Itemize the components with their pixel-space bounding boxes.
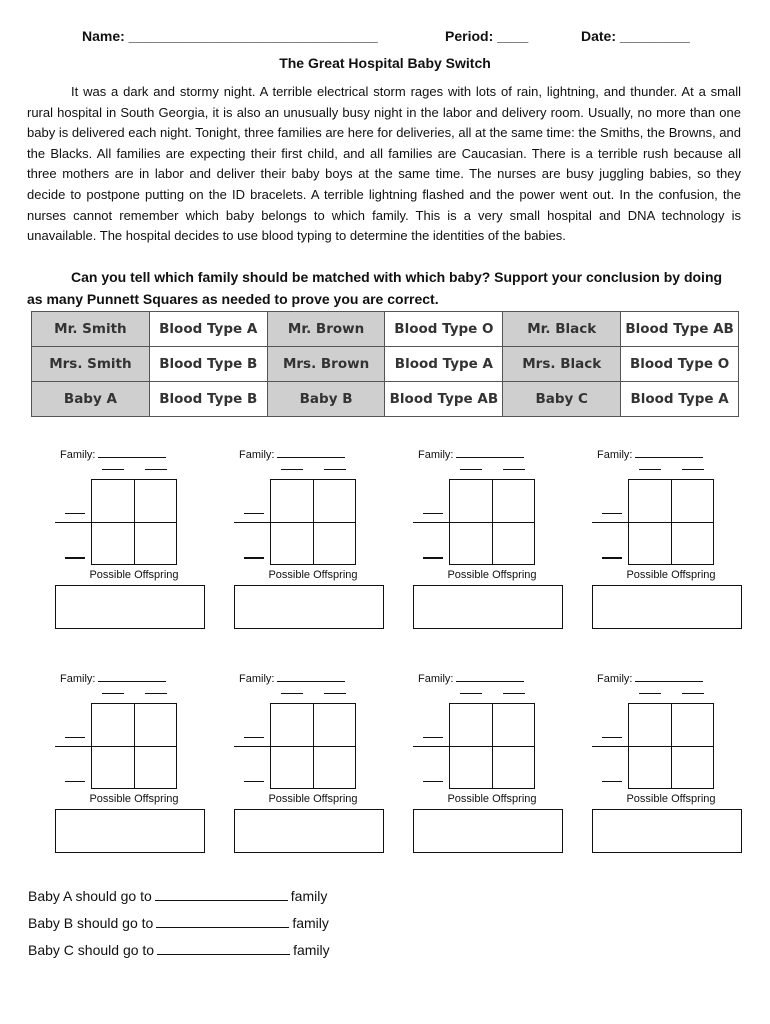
- story-paragraph: It was a dark and stormy night. A terrible electrical storm rages with lots of rain, lightning, and thunder. At a small rural hospital in South Georgia, it is also an unusually busy night in the labor and delivery room. Usually, no more than one baby is delivered each night. Tonight, three families are here for deliveries, all at the same time: the Smiths, the Browns, and the Blacks. All families are expecting their first child, and all families are Caucasian. There is a terrible rush because all three mothers are in labor and deliver their baby boys at the same time. The nurses are busy juggling babies, so they decide to postpone putting on the ID bracelets. A terrible lightning flashed and the power went out. In the confusion, the nurses cannot remember which baby belongs to which family. This is a very small hospital and DNA technology is unavailable. The hospital decides to use blood typing to determine the identities of the babies.: [27, 84, 741, 244]
- allele-blank[interactable]: [503, 693, 525, 694]
- family-label: Family:: [418, 673, 454, 685]
- divider: [234, 522, 270, 523]
- family-label: Family:: [597, 449, 633, 461]
- person-cell: Mrs. Black: [503, 347, 621, 382]
- punnett-block: [413, 447, 563, 647]
- family-label: Family:: [597, 673, 633, 685]
- punnett-square[interactable]: [628, 479, 714, 565]
- possible-offspring-label: Possible Offspring: [268, 793, 358, 805]
- allele-blank[interactable]: [423, 557, 443, 559]
- answer-line[interactable]: [28, 888, 330, 915]
- allele-blank[interactable]: [281, 693, 303, 694]
- punnett-square[interactable]: [449, 703, 535, 789]
- allele-blank[interactable]: [423, 737, 443, 738]
- family-field[interactable]: [239, 447, 345, 461]
- allele-blank[interactable]: [639, 469, 661, 470]
- offspring-answer-box[interactable]: [413, 585, 563, 629]
- table-row: [32, 347, 739, 382]
- allele-blank[interactable]: [145, 469, 167, 470]
- answer-prefix: Baby A should go to: [28, 888, 152, 904]
- allele-blank[interactable]: [65, 737, 85, 738]
- answer-suffix: family: [290, 888, 328, 904]
- possible-offspring-label: Possible Offspring: [626, 793, 716, 805]
- allele-blank[interactable]: [324, 693, 346, 694]
- allele-blank[interactable]: [244, 781, 264, 782]
- family-field[interactable]: [60, 447, 166, 461]
- family-field[interactable]: [418, 447, 524, 461]
- worksheet-title: The Great Hospital Baby Switch: [279, 55, 491, 71]
- family-label: Family:: [418, 449, 454, 461]
- possible-offspring-label: Possible Offspring: [447, 793, 537, 805]
- divider: [413, 522, 449, 523]
- person-cell: Mr. Smith: [32, 312, 150, 347]
- allele-blank[interactable]: [145, 693, 167, 694]
- allele-blank[interactable]: [102, 693, 124, 694]
- answer-blank[interactable]: [156, 915, 289, 928]
- divider: [55, 746, 91, 747]
- offspring-answer-box[interactable]: [592, 585, 742, 629]
- possible-offspring-label: Possible Offspring: [89, 793, 179, 805]
- blood-type-cell: Blood Type AB: [621, 312, 739, 347]
- allele-blank[interactable]: [65, 513, 85, 514]
- offspring-answer-box[interactable]: [413, 809, 563, 853]
- table-row: [32, 312, 739, 347]
- punnett-square[interactable]: [91, 703, 177, 789]
- family-field[interactable]: [597, 447, 703, 461]
- family-label: Family:: [239, 449, 275, 461]
- punnett-square[interactable]: [270, 479, 356, 565]
- offspring-answer-box[interactable]: [55, 809, 205, 853]
- person-cell: Mrs. Smith: [32, 347, 150, 382]
- divider: [234, 746, 270, 747]
- possible-offspring-label: Possible Offspring: [89, 569, 179, 581]
- punnett-block: [55, 447, 205, 647]
- allele-blank[interactable]: [460, 469, 482, 470]
- answer-blank[interactable]: [157, 942, 290, 955]
- family-label: Family:: [60, 449, 96, 461]
- punnett-block: [55, 671, 205, 871]
- answer-prefix: Baby B should go to: [28, 915, 154, 931]
- allele-blank[interactable]: [602, 557, 622, 559]
- family-field[interactable]: [239, 671, 345, 685]
- answer-line[interactable]: [28, 915, 330, 942]
- blood-type-cell: Blood Type A: [385, 347, 503, 382]
- blood-type-cell: Blood Type A: [621, 382, 739, 417]
- period-field[interactable]: Period: ____: [445, 28, 529, 44]
- offspring-answer-box[interactable]: [234, 809, 384, 853]
- allele-blank[interactable]: [244, 737, 264, 738]
- worksheet-header: [0, 28, 770, 48]
- allele-blank[interactable]: [65, 557, 85, 559]
- blood-type-cell: Blood Type B: [149, 382, 267, 417]
- divider: [592, 522, 628, 523]
- family-label: Family:: [60, 673, 96, 685]
- answer-line[interactable]: [28, 942, 330, 969]
- blood-type-cell: Blood Type O: [621, 347, 739, 382]
- allele-blank[interactable]: [602, 513, 622, 514]
- offspring-answer-box[interactable]: [592, 809, 742, 853]
- allele-blank[interactable]: [244, 557, 264, 559]
- allele-blank[interactable]: [65, 781, 85, 782]
- family-field[interactable]: [418, 671, 524, 685]
- punnett-square[interactable]: [91, 479, 177, 565]
- punnett-block: [413, 671, 563, 871]
- person-cell: Baby B: [267, 382, 385, 417]
- divider: [55, 522, 91, 523]
- blood-type-cell: Blood Type O: [385, 312, 503, 347]
- person-cell: Mrs. Brown: [267, 347, 385, 382]
- punnett-block: [592, 671, 742, 871]
- offspring-answer-box[interactable]: [234, 585, 384, 629]
- punnett-square[interactable]: [270, 703, 356, 789]
- allele-blank[interactable]: [682, 693, 704, 694]
- allele-blank[interactable]: [503, 469, 525, 470]
- allele-blank[interactable]: [281, 469, 303, 470]
- person-cell: Baby A: [32, 382, 150, 417]
- divider: [413, 746, 449, 747]
- blood-type-table: [31, 311, 739, 417]
- punnett-block: [234, 671, 384, 871]
- blood-type-cell: Blood Type B: [149, 347, 267, 382]
- possible-offspring-label: Possible Offspring: [447, 569, 537, 581]
- family-field[interactable]: [60, 671, 166, 685]
- allele-blank[interactable]: [682, 469, 704, 470]
- possible-offspring-label: Possible Offspring: [268, 569, 358, 581]
- divider: [592, 746, 628, 747]
- answer-blank[interactable]: [155, 888, 288, 901]
- blood-type-cell: Blood Type AB: [385, 382, 503, 417]
- offspring-answer-box[interactable]: [55, 585, 205, 629]
- allele-blank[interactable]: [102, 469, 124, 470]
- allele-blank[interactable]: [460, 693, 482, 694]
- person-cell: Mr. Black: [503, 312, 621, 347]
- family-field[interactable]: [597, 671, 703, 685]
- allele-blank[interactable]: [423, 513, 443, 514]
- answer-prefix: Baby C should go to: [28, 942, 155, 958]
- allele-blank[interactable]: [602, 781, 622, 782]
- allele-blank[interactable]: [324, 469, 346, 470]
- table-row: [32, 382, 739, 417]
- person-cell: Baby C: [503, 382, 621, 417]
- punnett-square[interactable]: [628, 703, 714, 789]
- date-field[interactable]: Date: _________: [581, 28, 690, 44]
- punnett-square[interactable]: [449, 479, 535, 565]
- allele-blank[interactable]: [639, 693, 661, 694]
- allele-blank[interactable]: [244, 513, 264, 514]
- question-prompt: Can you tell which family should be matched with which baby? Support your conclusion by doing as many Punnett Squares as needed to prove you are correct.: [27, 269, 723, 307]
- possible-offspring-label: Possible Offspring: [626, 569, 716, 581]
- name-field[interactable]: Name: ________________________________: [82, 28, 378, 44]
- person-cell: Mr. Brown: [267, 312, 385, 347]
- family-label: Family:: [239, 673, 275, 685]
- answer-suffix: family: [293, 942, 330, 958]
- answer-suffix: family: [292, 915, 329, 931]
- punnett-block: [592, 447, 742, 647]
- allele-blank[interactable]: [602, 737, 622, 738]
- blood-type-cell: Blood Type A: [149, 312, 267, 347]
- answer-section: [28, 888, 330, 969]
- punnett-block: [234, 447, 384, 647]
- allele-blank[interactable]: [423, 781, 443, 782]
